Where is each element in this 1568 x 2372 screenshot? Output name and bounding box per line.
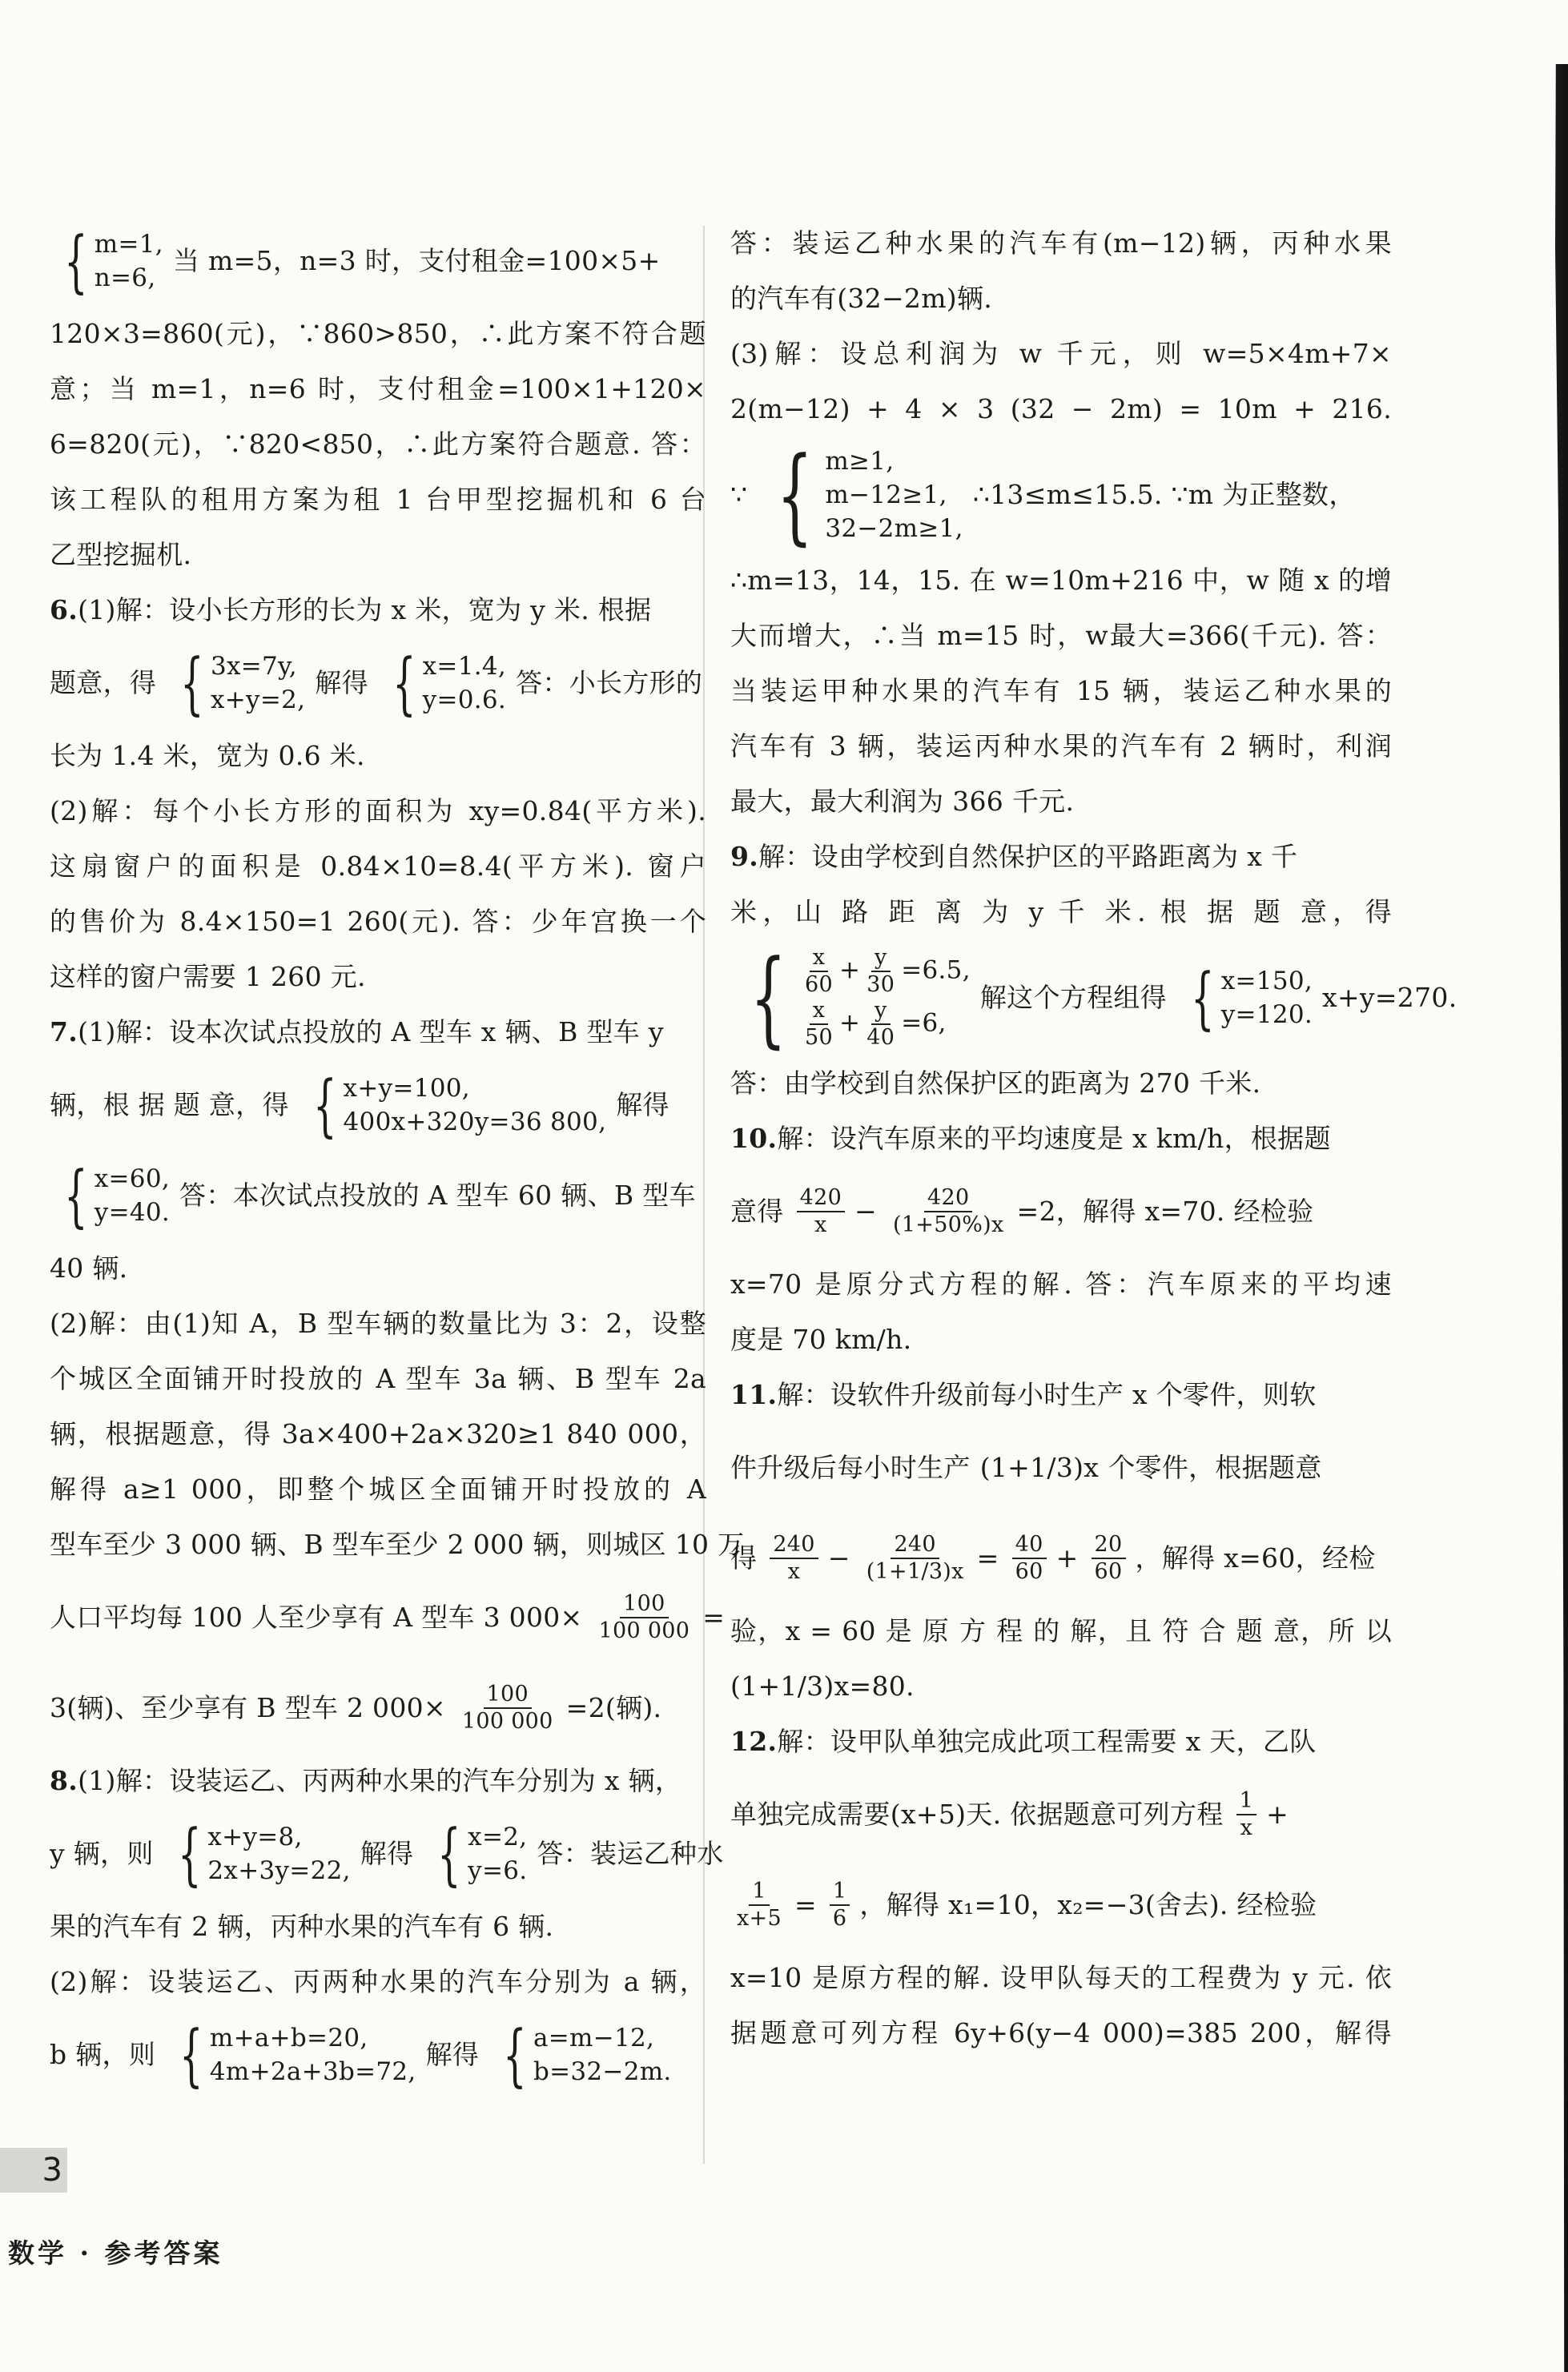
left-line-1: { m=1, n=6, 当 m=5，n=3 时，支付租金=100×5+ <box>50 226 706 296</box>
q8-line-3: 果的汽车有 2 辆，丙种水果的汽车有 6 辆. <box>50 1911 554 1942</box>
question-number-10: 10. <box>730 1123 778 1154</box>
q6-line-2: 题意，得 { 3x=7y, x+y=2, 解得 { x=1.4, y=0.6. 答：小长方形的 <box>50 644 703 722</box>
brace-solution: { x=1.4, y=0.6. <box>392 644 507 722</box>
q12-line-3: $\frac{1}{x+5}$ = $\frac{1}{6}$ ，解得 x₁=10，x₂=−3(舍去). 经检验 <box>730 1870 1392 1940</box>
left-line-4: 6=820(元)，∵820<850，∴此方案符合题意. 答： <box>50 428 706 460</box>
q10-line-4: 度是 70 km/h. <box>730 1324 912 1355</box>
q7-line-5: (2)解：由(1)知 A，B 型车辆的数量比为 3：2，设整 <box>50 1308 706 1339</box>
brace-system: { $\frac{x}{60}$ + $\frac{y}{30}$ =6.5, $\frac{x}{50}$ + $\frac{y}{40}$ =6, <box>750 937 971 1059</box>
right-line-6: ∴m=13，14，15. 在 w=10m+216 中，w 随 x 的增 <box>730 565 1392 596</box>
brace-system: { 3x=7y, x+y=2, <box>180 644 306 722</box>
q8-line-4: (2)解：设装运乙、丙两种水果的汽车分别为 a 辆， <box>50 1966 706 1997</box>
q7-line-10: 人口平均每 100 人至少享有 A 型车 3 000× $\frac{100}{100 000}$ = <box>50 1591 726 1643</box>
q9-line-3: { $\frac{x}{60}$ + $\frac{y}{30}$ =6.5, $\frac{x}{50}$ + $\frac{y}{40}$ =6, 解这个方程组得 { x=150, y=120. x+y=270. <box>730 950 1392 1046</box>
q7-line-8: 解得 a≥1 000，即整个城区全面铺开时投放的 A <box>50 1473 706 1505</box>
q12-line-2: 单独完成需要(x+5)天. 依据题意可列方程 $\frac{1}{x}$ + <box>730 1788 1289 1840</box>
q12-line-1: 12.解：设甲队单独完成此项工程需要 x 天，乙队 <box>730 1726 1317 1757</box>
q7-line-9: 型车至少 3 000 辆、B 型车至少 2 000 辆，则城区 10 万 <box>50 1529 745 1560</box>
left-column <box>50 222 745 2110</box>
brace-system: { x+y=100, 400x+320y=36 800, <box>312 1066 607 1144</box>
q10-line-1: 10.解：设汽车原来的平均速度是 x km/h，根据题 <box>730 1123 1331 1154</box>
q11-line-5: (1+1/3)x=80. <box>730 1670 915 1702</box>
fraction: $\frac{420}{x}$ <box>797 1185 845 1238</box>
question-number-8: 8. <box>50 1765 78 1796</box>
left-line-3: 意；当 m=1，n=6 时，支付租金=100×1+120× <box>50 373 706 404</box>
q8-line-1: 8.(1)解：设装运乙、丙两种水果的汽车分别为 x 辆， <box>50 1765 682 1796</box>
left-line-5: 该工程队的租用方案为租 1 台甲型挖掘机和 6 台 <box>50 484 706 515</box>
fraction: $\frac{100}{100 000}$ <box>598 1591 690 1643</box>
question-number-7: 7. <box>50 1016 78 1047</box>
brace-system: { x+y=8, 2x+3y=22, <box>177 1815 351 1893</box>
q8-line-5: b 辆，则 { m+a+b=20, 4m+2a+3b=72, 解得 { a=m−12, b=32−2m. <box>50 2016 672 2094</box>
q7-line-3: { x=60, y=40. 答：本次试点投放的 A 型车 60 辆、B 型车 <box>50 1160 706 1231</box>
left-line-2: 120×3=860(元)，∵860>850，∴此方案不符合题 <box>50 318 706 349</box>
q7-line-7: 辆，根据题意，得 3a×400+2a×320≥1 840 000， <box>50 1418 706 1449</box>
fraction: $\frac{240}{(1+1/3)x}$ <box>866 1532 964 1584</box>
q7-line-4: 40 辆. <box>50 1252 128 1284</box>
q9-line-2: 米，山 路 距 离 为 y 千 米. 根 据 题 意，得 <box>730 896 1392 927</box>
right-line-9: 汽车有 3 辆，装运丙种水果的汽车有 2 辆时，利润 <box>730 730 1392 762</box>
right-line-1: 答：装运乙种水果的汽车有(m−12)辆，丙种水果 <box>730 227 1392 259</box>
left-line-6: 乙型挖掘机. <box>50 539 192 570</box>
q7-line-1: 7.(1)解：设本次试点投放的 A 型车 x 辆、B 型车 y <box>50 1016 664 1047</box>
brace-solution: { x=150, y=120. <box>1191 959 1313 1037</box>
q6-line-1: 6.(1)解：设小长方形的长为 x 米，宽为 y 米. 根据 <box>50 594 652 625</box>
fraction: $\frac{420}{(1+50\%)x}$ <box>893 1185 1004 1237</box>
brace-system: { m+a+b=20, 4m+2a+3b=72, <box>179 2016 416 2094</box>
q8-line-2: y 辆，则 { x+y=8, 2x+3y=22, 解得 { x=2, y=6. 答：装运乙种水 <box>50 1815 724 1893</box>
q11-line-3: 得 $\frac{240}{x}$ − $\frac{240}{(1+1/3)x}$ = $\frac{40}{60}$ + $\frac{20}{60}$ ，解得 x=60，经检 <box>730 1532 1376 1584</box>
q10-line-2: 意得 $\frac{420}{x}$ − $\frac{420}{(1+50\%)x}$ =2，解得 x=70. 经检验 <box>730 1185 1314 1237</box>
q11-line-2: 件升级后每小时生产 (1+1/3)x 个零件，根据题意 <box>730 1433 1392 1503</box>
q10-line-3: x=70 是原分式方程的解. 答：汽车原来的平均速 <box>730 1268 1392 1300</box>
footer-title: 数学 · 参考答案 <box>8 2237 223 2269</box>
question-number-6: 6. <box>50 594 78 625</box>
right-line-10: 最大，最大利润为 366 千元. <box>730 786 1075 817</box>
question-number-11: 11. <box>730 1379 778 1410</box>
q7-line-2: 辆，根 据 题 意，得 { x+y=100, 400x+320y=36 800, 解得 <box>50 1066 669 1144</box>
fraction: $\frac{1}{6}$ <box>830 1879 850 1932</box>
q6-line-3: 长为 1.4 米，宽为 0.6 米. <box>50 740 365 771</box>
brace-solution: { x=60, y=40. <box>64 1156 171 1235</box>
question-number-12: 12. <box>730 1726 778 1757</box>
q6-line-5: 这扇窗户的面积是 0.84×10=8.4(平方米). 窗户 <box>50 850 706 882</box>
fraction: $\frac{20}{60}$ <box>1092 1532 1126 1585</box>
right-line-7: 大而增大，∴当 m=15 时，w最大=366(千元). 答： <box>730 620 1392 651</box>
right-line-4: 2(m−12) + 4 × 3 (32 − 2m) = 10m + 216. <box>730 393 1392 424</box>
fraction: $\frac{1}{x}$ <box>1236 1788 1256 1841</box>
q11-line-4: 验，x = 60 是 原 方 程 的 解，且 符 合 题 意，所 以 <box>730 1615 1392 1646</box>
brace-solution: { x=2, y=6. <box>437 1815 528 1893</box>
right-line-5: ∵ { m≥1, m−12≥1, 32−2m≥1, ∴13≤m≤15.5. ∵m 为正整数， <box>730 434 1356 556</box>
q6-line-4: (2)解：每个小长方形的面积为 xy=0.84(平方米). <box>50 795 706 826</box>
brace-system: { m=1, n=6, <box>64 222 163 300</box>
q12-line-5: 据题意可列方程 6y+6(y−4 000)=385 200，解得 <box>730 2017 1392 2048</box>
q9-line-1: 9.解：设由学校到自然保护区的平路距离为 x 千 <box>730 841 1298 872</box>
q9-line-4: 答：由学校到自然保护区的距离为 270 千米. <box>730 1067 1261 1099</box>
q12-line-4: x=10 是原方程的解. 设甲队每天的工程费为 y 元. 依 <box>730 1962 1392 1993</box>
q11-line-1: 11.解：设软件升级前每小时生产 x 个零件，则软 <box>730 1379 1317 1410</box>
q6-line-7: 这样的窗户需要 1 260 元. <box>50 961 366 992</box>
brace-solution: { a=m−12, b=32−2m. <box>503 2016 672 2094</box>
q7-line-11: 3(辆)、至少享有 B 型车 2 000× $\frac{100}{100 000}$ =2(辆). <box>50 1682 662 1734</box>
fraction: $\frac{240}{x}$ <box>770 1532 818 1585</box>
expression: (1+1/3)x <box>979 1452 1100 1483</box>
right-line-2: 的汽车有(32−2m)辆. <box>730 283 993 314</box>
fraction: $\frac{40}{60}$ <box>1012 1532 1047 1585</box>
right-line-8: 当装运甲种水果的汽车有 15 辆，装运乙种水果的 <box>730 675 1392 706</box>
question-number-9: 9. <box>730 841 759 872</box>
brace-system: { m≥1, m−12≥1, 32−2m≥1, <box>776 434 963 556</box>
right-line-3: (3)解：设总利润为 w 千元，则 w=5×4m+7× <box>730 338 1392 369</box>
page-number: 3 <box>0 2148 67 2193</box>
fraction: $\frac{100}{100 000}$ <box>461 1682 553 1734</box>
q7-line-6: 个城区全面铺开时投放的 A 型车 3a 辆、B 型车 2a <box>50 1363 706 1394</box>
scan-edge-shadow <box>1536 64 1568 2372</box>
q6-line-6: 的售价为 8.4×150=1 260(元). 答：少年宫换一个 <box>50 906 706 937</box>
fraction: $\frac{1}{x+5}$ <box>737 1879 782 1931</box>
right-column <box>730 226 1457 2071</box>
